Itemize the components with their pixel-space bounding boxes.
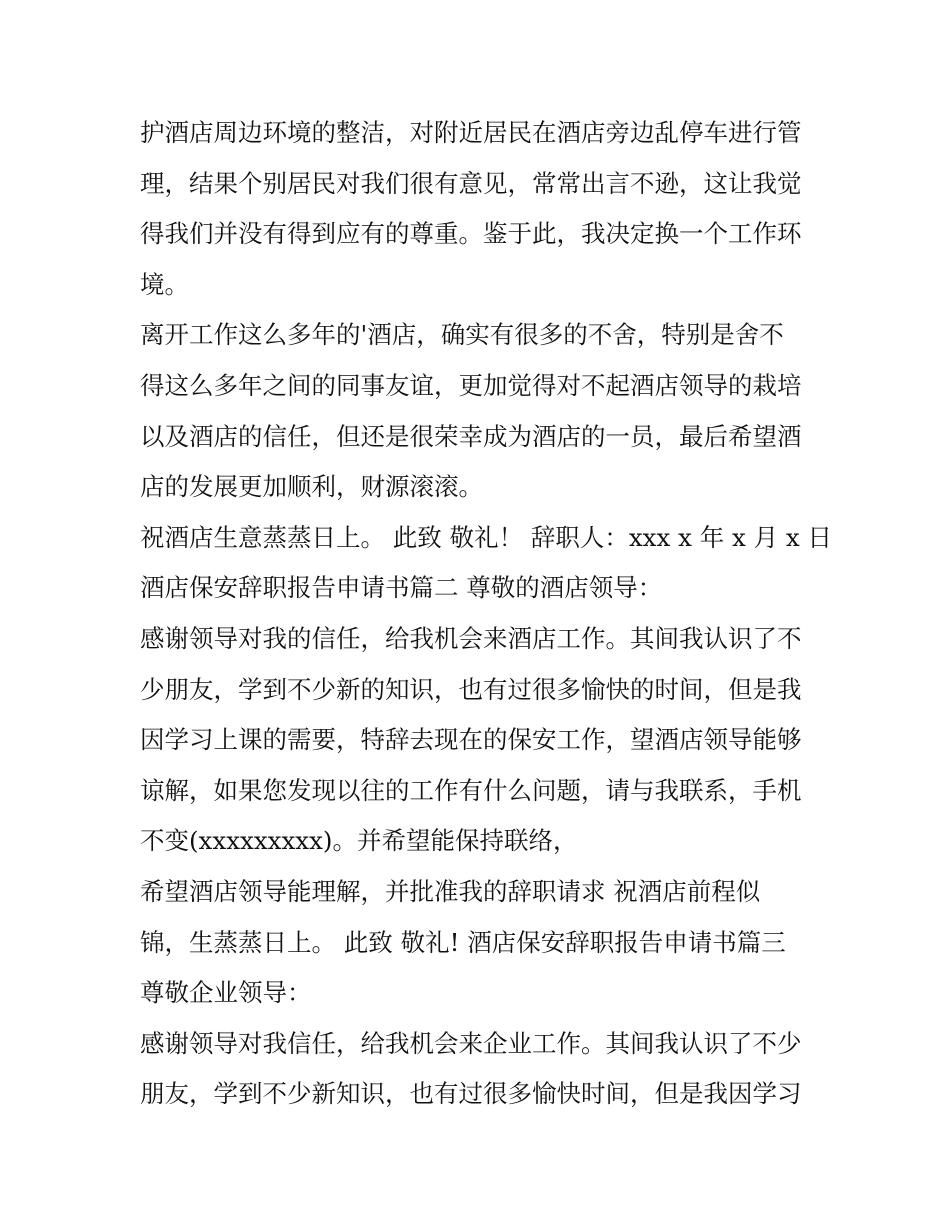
document-body bbox=[140, 108, 832, 1120]
text-line: 店的发展更加顺利，财源滚滚。 bbox=[140, 472, 483, 502]
text-line: 得这么多年之间的同事友谊，更加觉得对不起酒店领导的栽培 bbox=[140, 370, 802, 400]
text-line: 因学习上课的需要，特辞去现在的保安工作，望酒店领导能够 bbox=[140, 725, 802, 755]
text-line: 少朋友，学到不少新的知识，也有过很多愉快的时间，但是我 bbox=[140, 674, 802, 704]
text-line: 离开工作这么多年的'酒店，确实有很多的不舍，特别是舍不 bbox=[140, 320, 784, 350]
text-line: 以及酒店的信任，但还是很荣幸成为酒店的一员，最后希望酒 bbox=[140, 421, 802, 451]
text-line: 朋友，学到不少新知识，也有过很多愉快时间，但是我因学习 bbox=[140, 1079, 802, 1109]
text-line: 理，结果个别居民对我们很有意见，常常出言不逊，这让我觉 bbox=[140, 168, 802, 198]
text-line: 感谢领导对我的信任，给我机会来酒店工作。其间我认识了不 bbox=[140, 623, 802, 653]
text-line: 得我们并没有得到应有的尊重。鉴于此，我决定换一个工作环 bbox=[140, 219, 802, 249]
text-line: 祝酒店生意蒸蒸日上。 此致 敬礼！ 辞职人：xxx x 年 x 月 x 日 bbox=[140, 522, 832, 552]
text-line: 谅解，如果您发现以往的工作有什么问题，请与我联系，手机 bbox=[140, 775, 802, 805]
text-line: 锦，生蒸蒸日上。 此致 敬礼! 酒店保安辞职报告申请书篇三 bbox=[140, 927, 786, 957]
text-line: 境。 bbox=[140, 269, 189, 299]
text-line: 护酒店周边环境的整洁，对附近居民在酒店旁边乱停车进行管 bbox=[140, 118, 802, 147]
text-line: 不变(xxxxxxxxx)。并希望能保持联络， bbox=[140, 826, 578, 856]
text-line: 感谢领导对我信任，给我机会来企业工作。其间我认识了不少 bbox=[140, 1028, 802, 1058]
text-line: 酒店保安辞职报告申请书篇二 尊敬的酒店领导： bbox=[140, 573, 663, 603]
text-line: 希望酒店领导能理解，并批准我的辞职请求 祝酒店前程似 bbox=[140, 876, 761, 906]
text-line: 尊敬企业领导： bbox=[140, 978, 312, 1008]
